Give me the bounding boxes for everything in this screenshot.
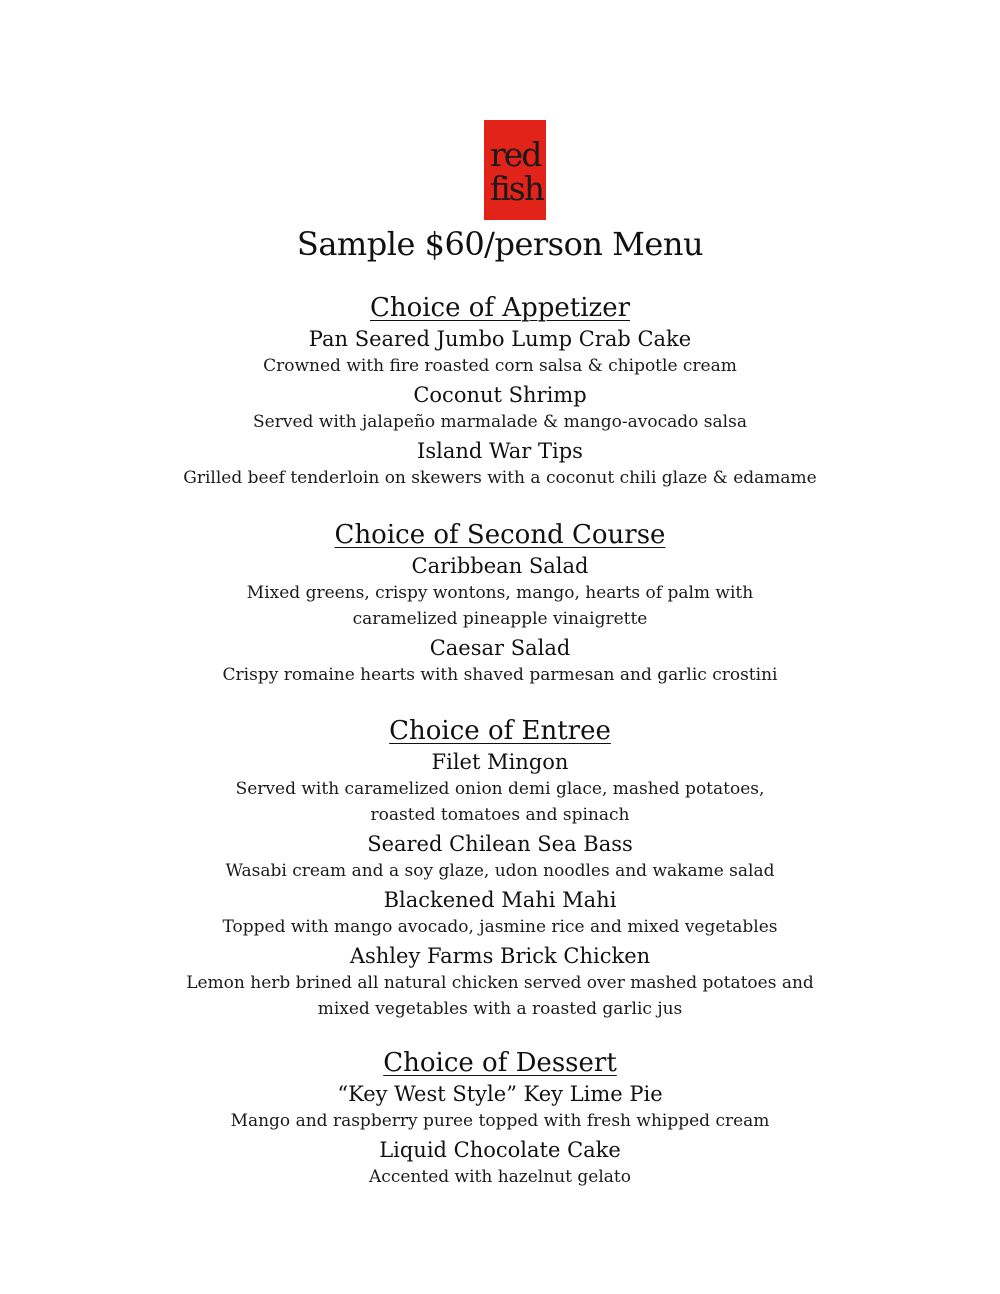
menu-item-description: Topped with mango avocado, jasmine rice and mixed vegetables: [222, 917, 778, 937]
menu-item-description: Crowned with fire roasted corn salsa & chipotle cream: [263, 356, 737, 376]
menu-item-description: Wasabi cream and a soy glaze, udon noodles and wakame salad: [225, 861, 775, 881]
section-dessert: [0, 1046, 1000, 1192]
menu-item-description: Grilled beef tenderloin on skewers with a coconut chili glaze & edamame: [183, 468, 817, 488]
logo-word-red: red: [490, 135, 541, 174]
menu-item-description: Mango and raspberry puree topped with fresh whipped cream: [230, 1111, 770, 1131]
menu-item-description: Lemon herb brined all natural chicken served over mashed potatoes and: [186, 973, 814, 993]
menu-item-name: Blackened Mahi Mahi: [383, 888, 617, 912]
section-heading: Choice of Second Course: [334, 520, 666, 550]
menu-item-name: Seared Chilean Sea Bass: [367, 832, 633, 856]
section-heading: Choice of Dessert: [383, 1048, 617, 1078]
menu-item-description: Served with jalapeño marmalade & mango-avocado salsa: [253, 412, 747, 432]
section-heading: Choice of Appetizer: [369, 293, 631, 323]
menu-item-description: Crispy romaine hearts with shaved parmesan and garlic crostini: [222, 665, 778, 685]
menu-item-name: Island War Tips: [417, 439, 583, 463]
menu-item-name: Caribbean Salad: [411, 554, 589, 578]
menu-item-description: mixed vegetables with a roasted garlic jus: [317, 999, 683, 1019]
menu-item-name: Pan Seared Jumbo Lump Crab Cake: [308, 327, 692, 351]
menu-item-name: Liquid Chocolate Cake: [379, 1138, 621, 1162]
section-appetizer: [0, 291, 1000, 493]
menu-item-description: Accented with hazelnut gelato: [369, 1167, 631, 1187]
menu-item-name: Ashley Farms Brick Chicken: [349, 944, 651, 968]
menu-item-description: caramelized pineapple vinaigrette: [352, 609, 648, 629]
menu-item-description: Served with caramelized onion demi glace, mashed potatoes,: [235, 779, 765, 799]
menu-item-description: Mixed greens, crispy wontons, mango, hearts of palm with: [246, 583, 754, 603]
menu-item-name: “Key West Style” Key Lime Pie: [337, 1082, 663, 1106]
menu-item-description: roasted tomatoes and spinach: [370, 805, 630, 825]
menu-item-name: Caesar Salad: [429, 636, 571, 660]
section-entree: [0, 714, 1000, 1024]
menu-title: Sample $60/person Menu: [296, 225, 704, 263]
menu-item-name: Coconut Shrimp: [413, 383, 587, 407]
menu-item-name: Filet Mingon: [431, 750, 569, 774]
red-fish-logo: [484, 120, 546, 220]
logo-word-fish: fish: [490, 169, 543, 208]
section-second-course: [0, 518, 1000, 690]
section-heading: Choice of Entree: [389, 716, 611, 746]
